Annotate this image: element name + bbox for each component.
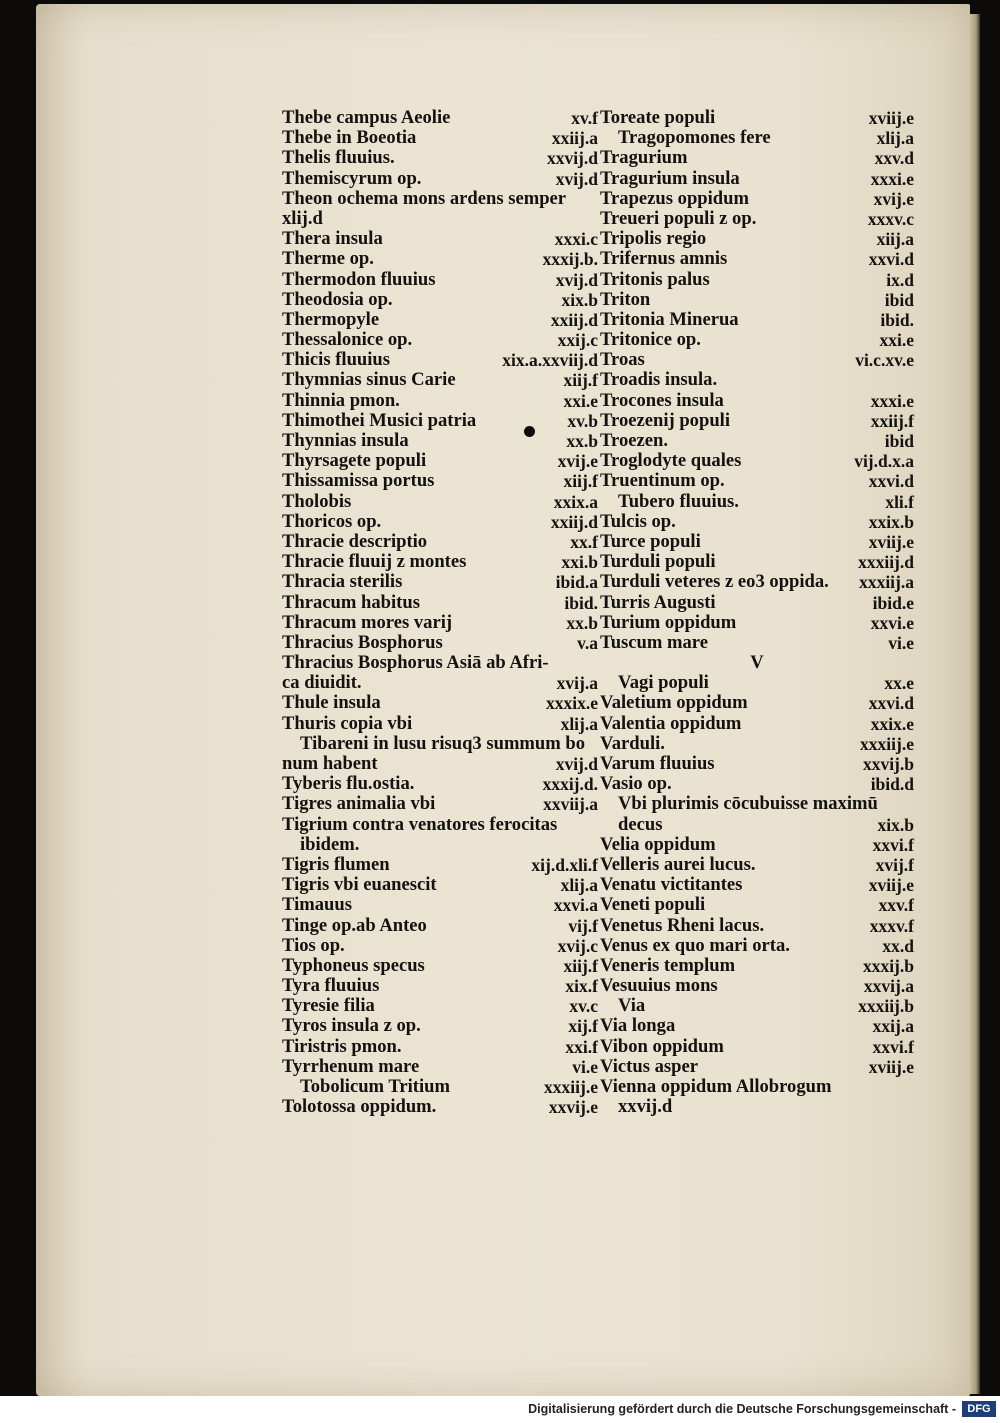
entry-reference: vij.f [568,915,598,936]
entry-name: Tyresie filia [282,995,375,1017]
index-entry [600,1077,914,1097]
index-entry [282,916,598,936]
index-entry [600,734,914,754]
entry-name: Thoricos op. [282,510,382,532]
entry-reference: xvij.c [557,935,598,956]
section-letter [600,653,914,673]
entry-reference: xxvi.e [870,612,914,633]
entry-reference: ibid [884,431,914,451]
entry-reference: xxi.e [879,330,914,351]
entry-reference: xx.b [566,612,598,633]
entry-name: Tuscum mare [600,631,708,653]
entry-reference: vi.e [572,1056,598,1077]
index-entry [282,148,598,168]
entry-reference: xvij.d [555,754,598,774]
entry-name: Tobolicum Tritium [300,1076,450,1097]
entry-name: Tigrium contra venatores ferocitas [282,813,558,835]
entry-name: Treueri populi z op. [600,207,757,229]
entry-reference: xxix.a [553,491,598,512]
entry-name: Themiscyrum op. [282,167,422,189]
entry-reference: xxvi.a [553,895,598,916]
entry-name: Tyberis flu.ostia. [282,773,415,795]
entry-reference: xxiij.a [551,128,598,149]
index-entry [282,855,598,875]
entry-name: Triton [600,288,651,310]
page-edge [970,14,980,1394]
index-entry [282,411,598,431]
entry-name: Thicis fluuius [282,349,390,371]
entry-name: Tibareni in lusu risuq3 summum bo [300,732,586,754]
entry-name: Velia oppidum [600,833,716,855]
entry-name: Veneris templum [600,954,736,976]
index-entry [282,249,598,269]
entry-reference: xviij.e [868,108,914,128]
index-entry [282,774,598,794]
entry-reference: xxvi.f [872,1036,914,1057]
entry-name: Typhoneus specus [282,954,425,976]
entry-name: Theon ochema mons ardens semper [282,187,567,209]
entry-name: Tiristris pmon. [282,1035,402,1057]
index-entry [600,916,914,936]
entry-reference: xiij.a [876,229,914,250]
entry-name: Tubero fluuius. [618,490,739,512]
index-entry [282,128,598,148]
index-entry [282,169,598,189]
index-entry [282,108,598,128]
entry-name: Timauus [282,894,352,916]
entry-name: Thessalonice op. [282,329,413,351]
entry-name: Tigres animalia vbi [282,793,436,815]
entry-name: Tritonia Minerua [600,308,739,330]
entry-reference: xx.e [884,673,914,694]
entry-name: Vbi plurimis cōcubuisse maximū [618,793,878,815]
index-entry [282,593,598,613]
index-entry [600,169,914,189]
entry-reference: xvij.e [873,188,914,209]
entry-reference: xij.f [568,1016,598,1037]
index-entry [600,451,914,471]
entry-reference: xiij.f [563,370,598,391]
entry-reference: xx.d [882,935,914,956]
entry-reference: xviij.e [868,1056,914,1077]
entry-name: Vienna oppidum Allobrogum [600,1076,832,1097]
index-entry [600,552,914,572]
index-entry [282,451,598,471]
entry-reference: xvij.a [556,673,598,694]
entry-reference: vij.d.x.a [854,451,914,472]
index-entry [600,794,914,814]
entry-name: Trocones insula [600,389,724,411]
entry-reference: xxxiij.a [859,572,914,593]
index-entry [600,350,914,370]
entry-name: Turium oppidum [600,611,737,633]
entry-reference: xiij.f [563,955,598,976]
entry-reference: xij.d.xli.f [531,854,598,875]
entry-name: Tragurium insula [600,167,740,189]
entry-reference: xv.c [569,996,598,1017]
entry-name: Truentinum op. [600,470,725,492]
entry-name: Tritonis palus [600,268,710,290]
entry-reference: xxiij.d [550,511,598,532]
entry-reference: xxxv.f [869,915,914,936]
index-entry [282,350,598,370]
index-entry [600,956,914,976]
index-entry [600,270,914,290]
index-entry [282,229,598,249]
index-entry [600,1057,914,1077]
entry-name: Tinge op.ab Anteo [282,914,427,936]
index-entry [600,229,914,249]
index-entry [600,1016,914,1036]
entry-reference: xxxi.e [870,390,914,411]
index-entry [600,754,914,774]
entry-name: ibidem. [300,833,360,855]
entry-name: Thermodon fluuius [282,268,436,290]
entry-reference: xx.f [570,531,598,552]
entry-name: Thracie descriptio [282,530,428,552]
entry-name: Thracius Bosphorus Asiā ab Afri- [282,652,549,674]
entry-name: Thermopyle [282,308,380,330]
entry-reference: ibid [884,289,914,310]
entry-name: num habent [282,753,378,774]
index-entry [600,532,914,552]
entry-name: Thynnias insula [282,430,409,451]
entry-name: ca diuidit. [282,672,362,694]
entry-name: Varum fluuius [600,753,715,774]
entry-reference: xlij.a [560,875,598,896]
entry-name: Thelis fluuius. [282,147,395,169]
index-column-left [282,108,598,1117]
entry-name: Turduli veteres z eo3 oppida. [600,571,829,593]
entry-reference: xvij.d [555,168,598,189]
index-entry [282,370,598,390]
index-entry [282,552,598,572]
funding-credit: Digitalisierung gefördert durch die Deutsche Forschungsgemeinschaft - [528,1402,956,1416]
index-entry [282,754,598,774]
entry-reference: xviij.e [868,531,914,552]
entry-name: Therme op. [282,248,374,270]
index-entry [282,714,598,734]
entry-reference: ix.d [886,269,914,290]
entry-reference: ibid. [564,592,598,613]
index-entry [600,714,914,734]
index-entry [600,774,914,794]
index-entry [600,855,914,875]
index-entry [600,815,914,835]
entry-reference: xxxiij.d [858,552,914,573]
index-entry [282,532,598,552]
index-entry [600,330,914,350]
index-entry [282,1057,598,1077]
index-entry [600,936,914,956]
entry-name: Troglodyte quales [600,450,742,472]
entry-name: Tritonice op. [600,329,701,351]
entry-name: Vibon oppidum [600,1035,724,1057]
entry-reference: xxiij.d [550,309,598,330]
index-entry [282,512,598,532]
entry-name: Thuris copia vbi [282,712,413,734]
dfg-logo: DFG [962,1401,996,1417]
index-entry [282,1097,598,1117]
entry-name: Thinnia pmon. [282,389,400,411]
entry-reference: v.a [577,632,598,653]
ink-blot [524,426,535,437]
entry-name: Via [618,995,646,1017]
entry-name: Tholobis [282,490,352,512]
entry-reference: xv.b [567,410,598,431]
entry-name: Tyrrhenum mare [282,1055,420,1077]
entry-name: Toreate populi [600,107,716,128]
index-entry [600,370,914,390]
entry-reference: xxvij.d [546,148,598,169]
entry-name: Troezen. [600,430,668,451]
entry-reference: xvij.e [557,451,598,472]
index-entry [282,1037,598,1057]
index-entry [600,875,914,895]
index-entry [600,512,914,532]
entry-reference: xxxix.e [545,693,598,714]
entry-name: Varduli. [600,732,665,754]
entry-name: Venus ex quo mari orta. [600,934,790,956]
entry-reference: xxvi.f [872,834,914,855]
index-entry [282,633,598,653]
entry-reference: xxi.b [561,552,598,573]
index-entry [600,693,914,713]
entry-reference: xxxij.b. [542,249,598,270]
entry-reference: xxvij.e [548,1097,598,1118]
index-entry [600,835,914,855]
entry-reference: ibid.a [555,572,598,593]
entry-name: Turce populi [600,530,701,552]
index-entry [600,673,914,693]
entry-reference: xix.a.xxviij.d [502,350,598,371]
entry-reference: xxxiij.b [858,996,914,1017]
index-entry [282,895,598,915]
entry-name: Thule insula [282,692,381,714]
entry-reference: xxxij.b [862,955,914,976]
entry-reference: xlij.a [876,128,914,149]
entry-name: Thracum mores varij [282,611,453,633]
entry-name: Tulcis op. [600,510,676,532]
entry-name: Tolotossa oppidum. [282,1096,437,1118]
entry-name: Valetium oppidum [600,692,748,714]
entry-name: Trifernus amnis [600,248,728,270]
entry-name: Thracie fluuij z montes [282,551,467,573]
entry-name: xxvij.d [618,1096,673,1118]
entry-name: Trapezus oppidum [600,187,749,209]
index-entry [282,815,598,835]
entry-name: Troezenij populi [600,409,730,431]
entry-name: Tragurium [600,147,688,169]
index-entry [282,330,598,350]
entry-reference: xix.b [877,814,914,835]
index-entry [282,1077,598,1097]
entry-name: Troas [600,349,645,371]
index-entry [600,895,914,915]
index-entry [600,593,914,613]
index-entry [282,290,598,310]
entry-name: Tyros insula z op. [282,1015,421,1037]
entry-name: Thebe campus Aeolie [282,107,451,128]
entry-name: Vagi populi [618,672,709,694]
index-entry [600,976,914,996]
entry-reference: xxxiij.e [544,1077,598,1097]
entry-name: Thebe in Boeotia [282,127,417,149]
index-entry [600,290,914,310]
entry-name: Tyra fluuius [282,975,380,997]
entry-reference: xxvi.d [868,693,914,714]
entry-name: Veneti populi [600,894,706,916]
entry-name: Thera insula [282,228,383,250]
entry-name: Troadis insula. [600,369,718,391]
entry-reference: xxi.f [565,1036,598,1057]
index-entry [600,471,914,491]
entry-reference: xlij.a [560,713,598,734]
entry-name: Turris Augusti [600,591,716,613]
index-entry [600,209,914,229]
index-entry [282,875,598,895]
entry-reference: xxv.f [878,895,914,916]
index-entry [282,976,598,996]
index-entry [600,391,914,411]
index-entry [282,572,598,592]
entry-reference: xxvi.d [868,249,914,270]
entry-name: Tigris vbi euanescit [282,874,437,896]
entry-name: Thymnias sinus Carie [282,369,456,391]
index-entry [282,956,598,976]
index-entry [282,471,598,491]
entry-reference: vi.c.xv.e [855,350,914,371]
index-entry [600,128,914,148]
index-entry [282,310,598,330]
entry-reference: xxvij.a [863,976,914,997]
index-entry [282,270,598,290]
entry-reference: xiij.f [563,471,598,492]
index-entry [282,835,598,855]
entry-reference: xxviij.a [543,794,598,815]
entry-reference: ibid. [880,309,914,330]
entry-reference: xxxij.d. [542,774,598,795]
entry-reference: xxix.b [868,511,914,532]
index-entry [600,633,914,653]
index-entry [600,189,914,209]
entry-name: Vasio op. [600,773,672,795]
entry-reference: xxvi.d [868,471,914,492]
entry-name: Thyrsagete populi [282,450,427,472]
index-entry [282,693,598,713]
index-entry [600,1037,914,1057]
entry-reference: xxiij.f [870,410,914,431]
entry-name: Tigris flumen [282,853,390,875]
index-entry [600,249,914,269]
entry-reference: ibid.d [870,774,914,795]
index-entry [600,148,914,168]
index-entry [600,492,914,512]
index-entry [282,1016,598,1036]
entry-name: Venetus Rheni lacus. [600,914,765,936]
entry-reference: xxxi.c [554,229,598,250]
entry-name: Tripolis regio [600,228,707,250]
entry-reference: xxvij.b [862,754,914,774]
entry-reference: xx.b [566,431,598,451]
entry-name: V [750,652,764,674]
entry-name: Theodosia op. [282,288,393,310]
index-entry [282,189,598,209]
index-entry [282,613,598,633]
index-entry [282,653,598,673]
index-entry [282,431,598,451]
entry-reference: xxix.e [870,713,914,734]
entry-name: Turduli populi [600,551,716,573]
index-entry [600,108,914,128]
entry-name: Victus asper [600,1055,698,1077]
index-entry [282,492,598,512]
entry-name: Thracia sterilis [282,571,403,593]
index-entry [600,613,914,633]
entry-reference: xviij.e [868,875,914,896]
index-entry [600,411,914,431]
entry-reference: xxij.c [557,330,598,351]
index-entry [282,794,598,814]
entry-name: Thissamissa portus [282,470,435,492]
entry-name: Venatu victitantes [600,874,743,896]
entry-name: Valentia oppidum [600,712,742,734]
entry-reference: xv.f [571,108,598,128]
index-entry [600,1097,914,1117]
entry-reference: xxij.a [872,1016,914,1037]
entry-reference: ibid.e [872,592,914,613]
entry-reference: xli.f [885,491,914,512]
entry-reference: xvij.d [555,269,598,290]
entry-reference: vi.e [888,632,914,653]
entry-reference: xix.f [565,976,598,997]
digitization-footer [0,1396,1000,1423]
entry-reference: xix.b [561,289,598,310]
index-entry [282,936,598,956]
index-entry [282,391,598,411]
entry-name: Thracius Bosphorus [282,631,443,653]
index-entry [600,431,914,451]
entry-name: Tragopomones fere [618,127,771,149]
entry-reference: xxxv.c [867,208,914,229]
entry-name: xlij.d [282,207,323,229]
entry-reference: xxi.e [563,390,598,411]
entry-name: Thimothei Musici patria [282,409,477,431]
entry-reference: xvij.f [875,854,914,875]
entry-name: Tios op. [282,934,345,956]
entry-name: Vesuuius mons [600,975,718,997]
index-entry [282,673,598,693]
entry-name: decus [618,813,663,835]
index-column-right [600,108,914,1117]
entry-reference: xxxi.e [870,168,914,189]
entry-reference: xxxiij.e [860,733,914,754]
entry-name: Velleris aurei lucus. [600,853,756,875]
index-entry [600,996,914,1016]
entry-name: Thracum habitus [282,591,420,613]
index-entry [282,996,598,1016]
index-entry [282,734,598,754]
entry-name: Via longa [600,1015,676,1037]
index-entry [600,310,914,330]
index-entry [282,209,598,229]
index-entry [600,572,914,592]
entry-reference: xxv.d [874,148,914,169]
